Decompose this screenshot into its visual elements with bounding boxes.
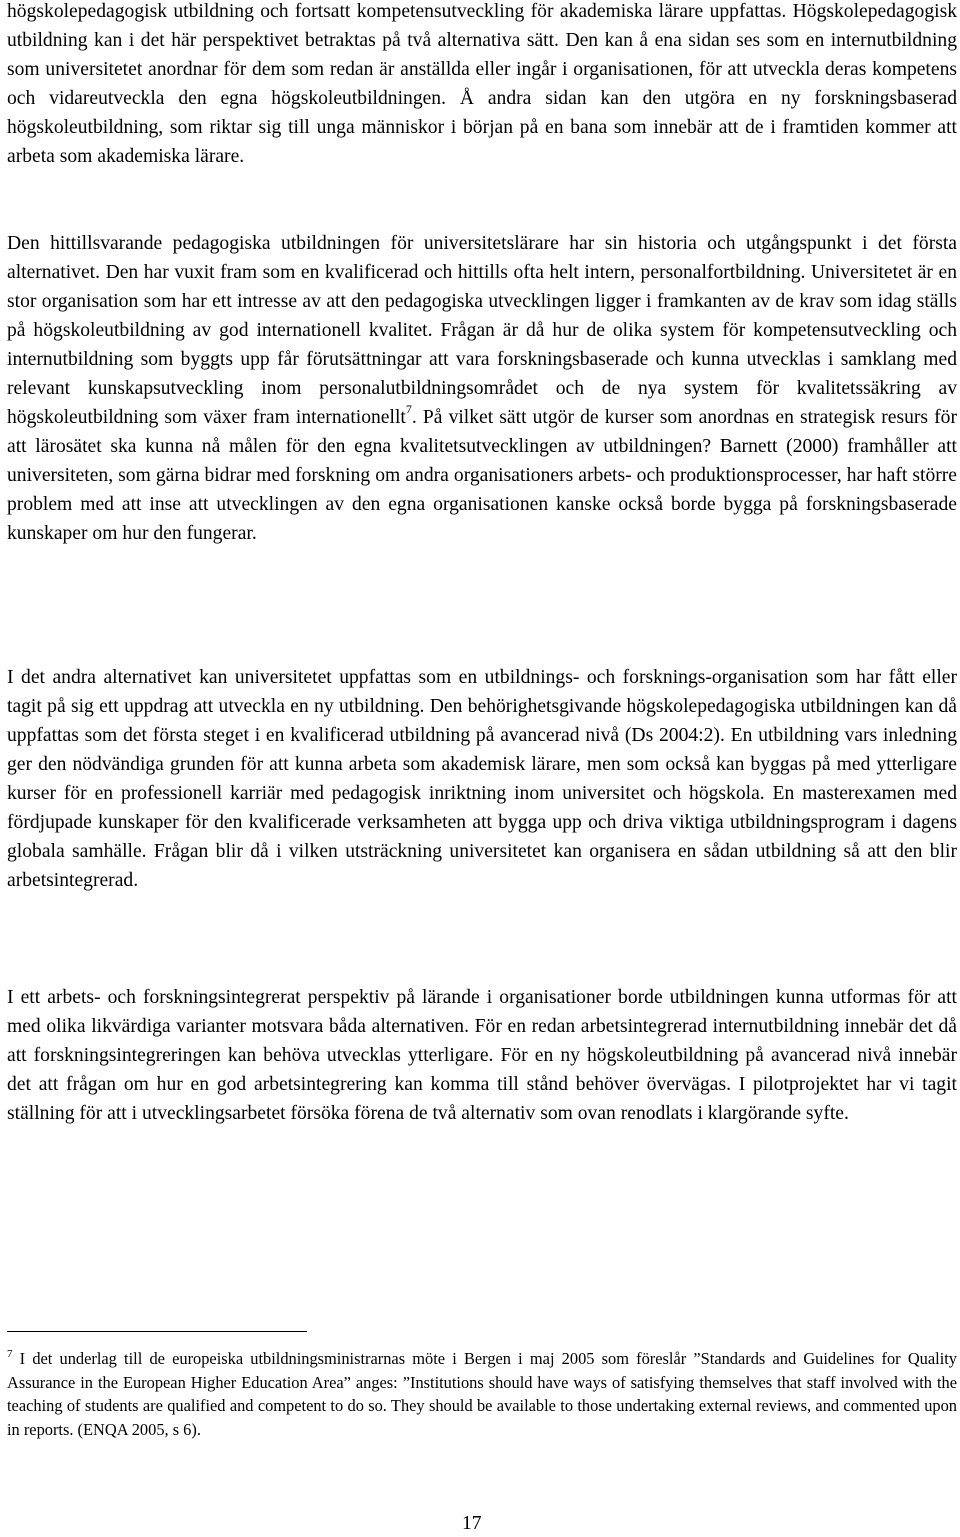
paragraph-4-text: I ett arbets- och forskningsintegrerat perspektiv på lärande i organisationer borde utbildningen kunna utformas för att med olika likvärdiga varianter motsvara båda alternativen. För en redan arbetsintegrerad internutbildning innebär det då att forskningsintegreringen kan behöva utvecklas ytterligare. För en ny högskoleutbildning på avancerad nivå innebär det att frågan om hur en god arbetsintegrering kan komma till stånd behöver övervägas. I pilotprojektet har vi tagit ställning för att i utvecklingsarbetet försöka förena de två alternativ som ovan renodlats i klargörande syfte.	[7, 987, 957, 1124]
paragraph-1-text: högskolepedagogisk utbildning och fortsatt kompetensutveckling för akademiska lärare uppfattas. Högskolepedagogisk utbildning kan i det här perspektivet betraktas på två alternativa sätt. Den kan å ena sidan ses som en internutbildning som universitetet anordnar för dem som redan är anställda eller ingår i organisationen, för att utveckla deras kompetens och vidareutveckla den egna högskoleutbildningen. Å andra sidan kan den utgöra en ny forskningsbaserad högskoleutbildning, som riktar sig till unga människor i början på en bana som innebär att de i framtiden kommer att arbeta som akademiska lärare.	[7, 1, 957, 167]
footnote	[7, 1347, 957, 1441]
paragraph-4	[7, 983, 957, 1128]
footnote-number: 7	[7, 1347, 13, 1360]
footnote-text: I det underlag till de europeiska utbildningsministrarnas möte i Bergen i maj 2005 som föreslår ”Standards and Guidelines for Quality Assurance in the European Higher Education Area” anges: ”Institutions should have ways of satisfying themselves that staff involved with the teaching of students are qualified and competent to do so. They should be available to those undertaking external reviews, and commented upon in reports. (ENQA 2005, s 6).	[7, 1349, 957, 1439]
footnote-reference[interactable]: 7	[405, 402, 412, 417]
paragraph-2-text-before: Den hittillsvarande pedagogiska utbildningen för universitetslärare har sin historia och utgångspunkt i det första alternativet. Den har vuxit fram som en kvalificerad och hittills ofta helt intern, personalfortbildning. Universitetet är en stor organisation som har ett intresse av att den pedagogiska utvecklingen ligger i framkanten av de krav som idag ställs på högskoleutbildning av god internationell kvalitet. Frågan är då hur de olika system för kompetensutveckling och internutbildning som byggts upp får förutsättningar att vara forskningsbaserade och kunna utvecklas i samklang med relevant kunskapsutveckling inom personalutbildningsområdet och de nya system för kvalitetssäkring av högskoleutbildning som växer fram internationellt	[7, 233, 957, 428]
paragraph-1	[7, 0, 957, 171]
page-number: 17	[462, 1513, 482, 1534]
paragraph-2-text-after: . På vilket sätt utgör de kurser som anordnas en strategisk resurs för att lärosätet ska kunna nå målen för den egna kvalitetsutvecklingen av utbildningen? Barnett (2000) framhåller att universiteten, som gärna bidrar med forskning om andra organisationers arbets- och produktionsprocesser, har haft större problem med att inse att utvecklingen av den egna organisationen kanske också borde bygga på forskningsbaserade kunskaper om hur den fungerar.	[7, 407, 957, 544]
paragraph-2	[7, 229, 957, 548]
paragraph-3	[7, 663, 957, 895]
footnote-separator	[7, 1331, 307, 1332]
paragraph-3-text: I det andra alternativet kan universitetet uppfattas som en utbildnings- och forsknings-organisation som har fått eller tagit på sig ett uppdrag att utveckla en ny utbildning. Den behörighetsgivande högskolepedagogiska utbildningen kan då uppfattas som det första steget i en kvalificerad utbildning på avancerad nivå (Ds 2004:2). En utbildning vars inledning ger den nödvändiga grunden för att kunna arbeta som akademisk lärare, men som också kan byggas på med ytterligare kurser för en professionell karriär med pedagogisk inriktning inom universitet och högskola. En masterexamen med fördjupade kunskaper för den kvalificerade verksamheten att bygga upp och driva viktiga utbildningsprogram i dagens globala samhälle. Frågan blir då i vilken utsträckning universitetet kan organisera en sådan utbildning så att den blir arbetsintegrerad.	[7, 667, 957, 891]
